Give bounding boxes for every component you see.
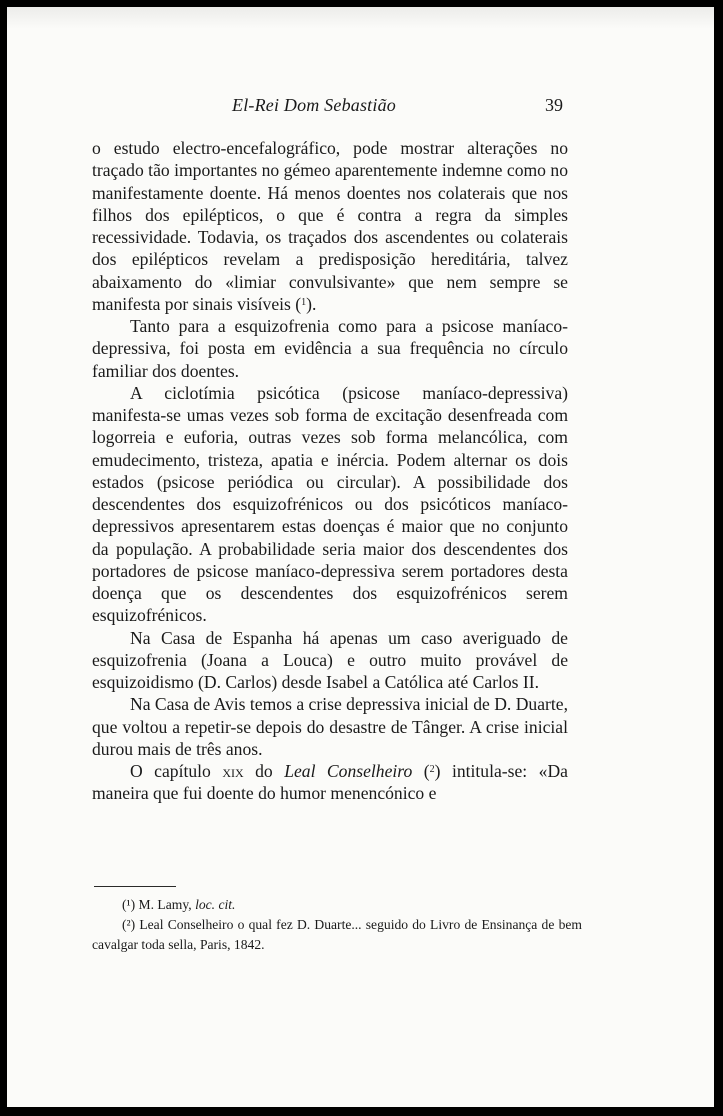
footnotes <box>92 895 582 955</box>
footnote-1 <box>92 895 582 915</box>
footnote-ref: 1 <box>301 296 307 308</box>
book-title: Leal Conselheiro <box>284 761 413 781</box>
paragraph <box>92 137 568 315</box>
body-text <box>92 137 568 805</box>
chapter-numeral: xix <box>222 761 244 781</box>
paragraph-text: ( <box>423 761 430 781</box>
scanned-page <box>7 7 714 1107</box>
paragraph: Na Casa de Avis temos a crise depressiva inicial de D. Duarte, que voltou a repetir-se depois do desastre de Tânger. A crise inicial durou mais de três anos. <box>92 694 568 759</box>
footnote-rule <box>94 886 176 887</box>
footnote-text: M. Lamy, <box>138 897 192 912</box>
footnote-ref: 2 <box>429 764 435 775</box>
running-head-title: El-Rei Dom Sebastião <box>232 95 396 115</box>
paragraph-text: O capítulo <box>130 761 211 781</box>
paragraph-text: ) intitula-se: «Da maneira que fui doente do humor menencónico e <box>92 761 568 804</box>
page-number: 39 <box>545 95 563 115</box>
footnote-citation: loc. cit. <box>195 897 236 912</box>
paragraph: Tanto para a esquizofrenia como para a psicose maníaco-depressiva, foi posta em evidência a sua frequência no círculo familiar dos doentes. <box>92 316 568 381</box>
paragraph-text: o estudo electro-encefalográfico, pode mostrar alterações no traçado tão importantes no gémeo aparentemente indemne como no manifestamente doente. Há menos doentes nos colaterais que nos filhos dos epilépticos, o que é contra a regra da simples recessividade. Todavia, os traçados dos ascendentes ou colaterais dos epilépticos revelam a predisposição hereditária, talvez abaixamento do «limiar convulsivante» que nem sempre se manifesta por sinais visíveis ( <box>92 138 568 314</box>
paragraph <box>92 760 568 805</box>
paragraph: A ciclotímia psicótica (psicose maníaco-depressiva) manifesta-se umas vezes sob forma de excitação desenfreada com logorreia e euforia, outras vezes sob forma melancólica, com emudecimento, tristeza, apatia e inércia. Podem alternar os dois estados (psicose periódica ou circular). A possibilidade dos descendentes dos esquizofrénicos ou dos psicóticos maníaco-depressivos apresentarem estas doenças é maior que no conjunto da população. A probabilidade seria maior dos descendentes dos portadores de psicose maníaco-depressiva serem portadores desta doença que os descendentes dos esquizofrénicos serem esquizofrénicos. <box>92 382 568 626</box>
paragraph-text: do <box>255 761 273 781</box>
footnote-text: Leal Conselheiro o qual fez D. Duarte... seguido do Livro de Ensinança de bem cavalgar toda sella, Paris, 1842. <box>92 917 582 952</box>
footnote-marker: (¹) <box>122 897 136 912</box>
footnote-marker: (²) <box>122 917 136 932</box>
paragraph: Na Casa de Espanha há apenas um caso averiguado de esquizofrenia (Joana a Louca) e outro muito provável de esquizoidismo (D. Carlos) desde Isabel a Católica até Carlos II. <box>92 627 568 692</box>
paragraph-text: ). <box>306 293 317 314</box>
footnote-2 <box>92 915 582 955</box>
